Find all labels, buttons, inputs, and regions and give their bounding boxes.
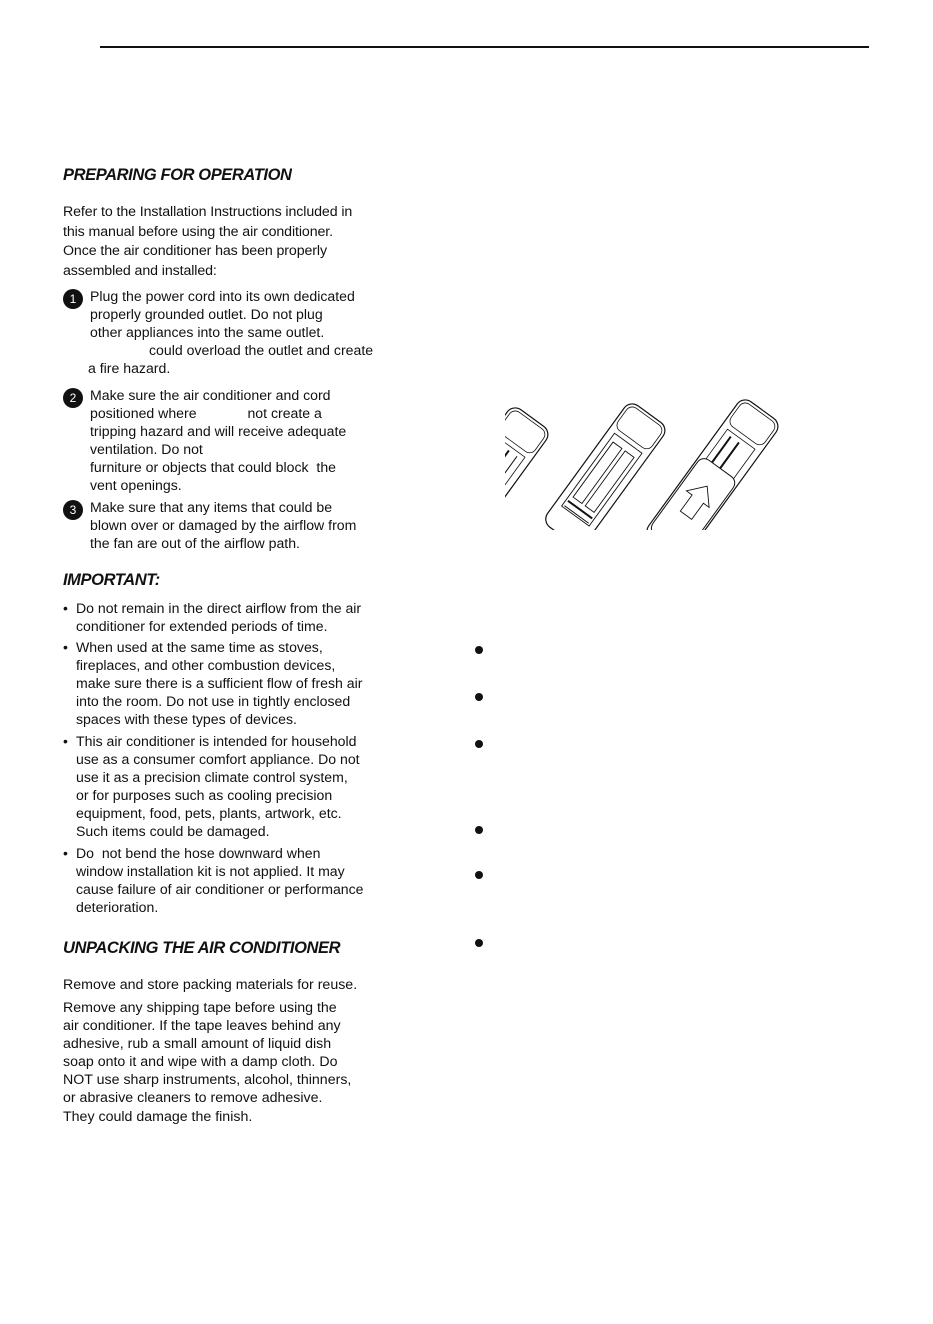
bullet-line: conditioner for extended periods of time.	[76, 617, 328, 634]
remote-battery-compartment-icon	[542, 400, 669, 530]
step-line: positioned where not create a	[90, 404, 322, 421]
bullet-icon	[475, 693, 483, 701]
remote-cover-slide-on-icon	[643, 396, 782, 530]
step-line: properly grounded outlet. Do not plug	[90, 305, 323, 322]
bullet-icon: •	[63, 639, 68, 655]
bullet-icon: •	[63, 733, 68, 749]
step-line: could overload the outlet and create	[149, 341, 374, 358]
important-item	[63, 639, 403, 729]
bullet-icon: •	[63, 600, 68, 616]
step-number-badge: 2	[63, 388, 83, 408]
step-line: tripping hazard and will receive adequate	[90, 422, 347, 439]
bullet-line: fireplaces, and other combustion devices,	[76, 656, 336, 673]
bullet-line: make sure there is a sufficient flow of fresh air	[76, 674, 363, 691]
para-line: air conditioner. If the tape leaves behind any	[63, 1018, 341, 1035]
para-line: They could damage the finish.	[63, 1108, 253, 1125]
bullet-line: Do not bend the hose downward when	[76, 845, 321, 861]
unpacking-heading: UNPACKING THE AIR CONDITIONER	[63, 939, 341, 957]
bullet-icon: •	[63, 845, 68, 861]
intro-line: this manual before using the air conditioner.	[63, 223, 333, 240]
step-line: Make sure the air conditioner and cord	[90, 387, 331, 403]
important-item	[63, 845, 403, 917]
preparing-step-2	[63, 387, 403, 494]
intro-line: assembled and installed:	[63, 262, 217, 279]
important-heading: IMPORTANT:	[63, 571, 160, 589]
important-item	[63, 600, 403, 636]
bullet-line: into the room. Do not use in tightly enclosed	[76, 692, 351, 709]
para-line: NOT use sharp instruments, alcohol, thinners,	[63, 1072, 352, 1089]
bullet-line: equipment, food, pets, plants, artwork, etc.	[76, 804, 342, 821]
bullet-line: or for purposes such as cooling precision	[76, 786, 333, 803]
bullet-line: use as a consumer comfort appliance. Do not	[76, 750, 360, 767]
unpacking-para-2	[63, 999, 393, 1126]
step-line: vent openings.	[90, 476, 182, 493]
bullet-icon	[475, 740, 483, 748]
bullet-line: This air conditioner is intended for household	[76, 733, 357, 749]
step-line: ventilation. Do not	[90, 440, 203, 457]
para-line: or abrasive cleaners to remove adhesive.	[63, 1090, 323, 1107]
step-line: furniture or objects that could block the	[90, 458, 336, 475]
bullet-line: deterioration.	[76, 898, 159, 915]
bullet-line: Do not remain in the direct airflow from the air	[76, 600, 362, 616]
para-line: soap onto it and wipe with a damp cloth. Do	[63, 1054, 338, 1071]
step-line: other appliances into the same outlet.	[90, 323, 325, 340]
step-line: blown over or damaged by the airflow from	[90, 516, 357, 533]
bullet-line: Such items could be damaged.	[76, 822, 270, 839]
step-line: the fan are out of the airflow path.	[90, 534, 300, 551]
step-number-badge: 3	[63, 500, 83, 520]
bullet-line: When used at the same time as stoves,	[76, 639, 323, 655]
bullet-icon	[475, 939, 483, 947]
intro-line: Refer to the Installation Instructions included in	[63, 204, 353, 220]
step-line: Make sure that any items that could be	[90, 499, 333, 515]
bullet-line: window installation kit is not applied. It may	[76, 862, 345, 879]
intro-line: Once the air conditioner has been properly	[63, 243, 327, 259]
step-number-badge: 1	[63, 289, 83, 309]
preparing-intro	[63, 203, 393, 281]
step-line: a fire hazard.	[88, 359, 171, 376]
preparing-heading: PREPARING FOR OPERATION	[63, 166, 292, 184]
step-line: Plug the power cord into its own dedicated	[90, 288, 355, 304]
para-line: Remove any shipping tape before using the	[63, 1000, 337, 1016]
bullet-line: use it as a precision climate control system,	[76, 768, 348, 785]
important-item	[63, 733, 403, 840]
bullet-line: cause failure of air conditioner or performance	[76, 880, 364, 897]
bullet-line: spaces with these types of devices.	[76, 710, 297, 727]
bullet-icon	[475, 871, 483, 879]
preparing-step-1	[63, 288, 403, 378]
header-rule	[100, 46, 869, 48]
bullet-icon	[475, 646, 483, 654]
bullet-icon	[475, 826, 483, 834]
para-line: adhesive, rub a small amount of liquid dish	[63, 1036, 332, 1053]
remote-battery-illustration	[505, 390, 875, 530]
unpacking-para-1: Remove and store packing materials for reuse.	[63, 977, 358, 993]
remote-cover-slide-off-icon	[505, 404, 552, 530]
preparing-step-3	[63, 499, 403, 553]
